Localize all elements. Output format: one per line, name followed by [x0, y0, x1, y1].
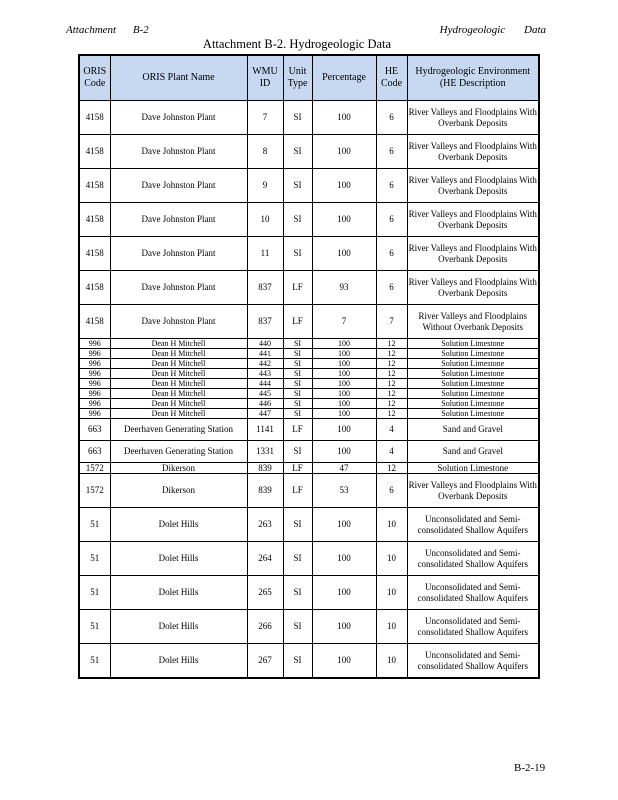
he-description-cell: Unconsolidated and Semi-consolidated Shallow Aquifers [407, 644, 539, 679]
oris-code-cell: 996 [79, 399, 110, 409]
he-code-cell: 6 [376, 271, 407, 305]
unit-type-cell: LF [283, 305, 312, 339]
wmu-id-cell: 10 [247, 203, 283, 237]
col-header-oris-code: ORIS Code [79, 55, 110, 101]
plant-name-cell: Dolet Hills [110, 644, 247, 679]
unit-type-cell: SI [283, 101, 312, 135]
unit-type-cell: LF [283, 271, 312, 305]
he-description-cell: River Valleys and Floodplains With Overbank Deposits [407, 169, 539, 203]
unit-type-cell: SI [283, 409, 312, 419]
oris-code-cell: 663 [79, 419, 110, 441]
he-code-cell: 12 [376, 399, 407, 409]
table-row [79, 369, 539, 379]
wmu-id-cell: 7 [247, 101, 283, 135]
he-code-cell: 10 [376, 542, 407, 576]
percentage-cell: 100 [312, 135, 376, 169]
unit-type-cell: SI [283, 203, 312, 237]
percentage-cell: 100 [312, 576, 376, 610]
oris-code-cell: 4158 [79, 237, 110, 271]
wmu-id-cell: 447 [247, 409, 283, 419]
plant-name-cell: Dean H Mitchell [110, 379, 247, 389]
he-code-cell: 10 [376, 644, 407, 679]
percentage-cell: 7 [312, 305, 376, 339]
he-description-cell: River Valleys and Floodplains With Overbank Deposits [407, 271, 539, 305]
he-code-cell: 10 [376, 508, 407, 542]
he-description-cell: Solution Limestone [407, 369, 539, 379]
plant-name-cell: Deerhaven Generating Station [110, 419, 247, 441]
percentage-cell: 100 [312, 359, 376, 369]
table-row [79, 305, 539, 339]
oris-code-cell: 4158 [79, 271, 110, 305]
unit-type-cell: LF [283, 419, 312, 441]
table-row [79, 389, 539, 399]
he-code-cell: 12 [376, 339, 407, 349]
col-header-he-description: Hydrogeologic Environment (HE Description [407, 55, 539, 101]
table-row [79, 508, 539, 542]
he-description-cell: Unconsolidated and Semi-consolidated Shallow Aquifers [407, 542, 539, 576]
table-row [79, 463, 539, 474]
plant-name-cell: Dave Johnston Plant [110, 101, 247, 135]
percentage-cell: 47 [312, 463, 376, 474]
wmu-id-cell: 839 [247, 474, 283, 508]
plant-name-cell: Dave Johnston Plant [110, 305, 247, 339]
he-description-cell: Unconsolidated and Semi-consolidated Shallow Aquifers [407, 610, 539, 644]
unit-type-cell: SI [283, 576, 312, 610]
oris-code-cell: 996 [79, 409, 110, 419]
he-code-cell: 12 [376, 359, 407, 369]
table-row [79, 271, 539, 305]
oris-code-cell: 1572 [79, 463, 110, 474]
table-body [79, 101, 539, 679]
table-row [79, 576, 539, 610]
he-code-cell: 6 [376, 135, 407, 169]
oris-code-cell: 51 [79, 644, 110, 679]
running-header-left [66, 24, 163, 36]
oris-code-cell: 996 [79, 379, 110, 389]
table-row [79, 409, 539, 419]
he-code-cell: 4 [376, 441, 407, 463]
he-description-cell: River Valleys and Floodplains With Overbank Deposits [407, 135, 539, 169]
plant-name-cell: Dean H Mitchell [110, 389, 247, 399]
wmu-id-cell: 444 [247, 379, 283, 389]
oris-code-cell: 996 [79, 339, 110, 349]
wmu-id-cell: 11 [247, 237, 283, 271]
unit-type-cell: LF [283, 463, 312, 474]
he-description-cell: Solution Limestone [407, 349, 539, 359]
unit-type-cell: SI [283, 542, 312, 576]
he-code-cell: 6 [376, 169, 407, 203]
wmu-id-cell: 445 [247, 389, 283, 399]
unit-type-cell: SI [283, 169, 312, 203]
hydrogeologic-data-table [78, 54, 540, 679]
percentage-cell: 53 [312, 474, 376, 508]
wmu-id-cell: 443 [247, 369, 283, 379]
plant-name-cell: Dean H Mitchell [110, 359, 247, 369]
page-number: B-2-19 [514, 762, 546, 774]
wmu-id-cell: 267 [247, 644, 283, 679]
plant-name-cell: Dave Johnston Plant [110, 135, 247, 169]
he-description-cell: Unconsolidated and Semi-consolidated Shallow Aquifers [407, 576, 539, 610]
he-code-cell: 6 [376, 474, 407, 508]
table-row [79, 339, 539, 349]
wmu-id-cell: 446 [247, 399, 283, 409]
oris-code-cell: 996 [79, 369, 110, 379]
plant-name-cell: Deerhaven Generating Station [110, 441, 247, 463]
table-row [79, 474, 539, 508]
percentage-cell: 100 [312, 399, 376, 409]
table-row [79, 203, 539, 237]
unit-type-cell: SI [283, 644, 312, 679]
wmu-id-cell: 264 [247, 542, 283, 576]
he-description-cell: Solution Limestone [407, 463, 539, 474]
plant-name-cell: Dolet Hills [110, 542, 247, 576]
he-description-cell: River Valleys and Floodplains With Overbank Deposits [407, 101, 539, 135]
wmu-id-cell: 1141 [247, 419, 283, 441]
he-code-cell: 6 [376, 237, 407, 271]
he-code-cell: 10 [376, 610, 407, 644]
he-description-cell: Unconsolidated and Semi-consolidated Shallow Aquifers [407, 508, 539, 542]
table-row [79, 379, 539, 389]
running-header-right [440, 24, 546, 36]
he-code-cell: 12 [376, 389, 407, 399]
plant-name-cell: Dean H Mitchell [110, 399, 247, 409]
wmu-id-cell: 265 [247, 576, 283, 610]
he-code-cell: 12 [376, 463, 407, 474]
he-description-cell: Solution Limestone [407, 409, 539, 419]
he-description-cell: River Valleys and Floodplains With Overbank Deposits [407, 474, 539, 508]
he-description-cell: Solution Limestone [407, 379, 539, 389]
he-description-cell: River Valleys and Floodplains With Overbank Deposits [407, 203, 539, 237]
percentage-cell: 100 [312, 409, 376, 419]
unit-type-cell: SI [283, 135, 312, 169]
unit-type-cell: SI [283, 610, 312, 644]
col-header-he-code: HE Code [376, 55, 407, 101]
unit-type-cell: SI [283, 359, 312, 369]
plant-name-cell: Dolet Hills [110, 610, 247, 644]
plant-name-cell: Dave Johnston Plant [110, 237, 247, 271]
plant-name-cell: Dave Johnston Plant [110, 169, 247, 203]
header-section-value: Data [524, 24, 546, 36]
he-code-cell: 12 [376, 379, 407, 389]
table-row [79, 419, 539, 441]
unit-type-cell: SI [283, 441, 312, 463]
header-attachment-id: B-2 [132, 24, 149, 36]
wmu-id-cell: 837 [247, 271, 283, 305]
plant-name-cell: Dolet Hills [110, 576, 247, 610]
header-section-label: Hydrogeologic [439, 24, 506, 36]
unit-type-cell: SI [283, 389, 312, 399]
percentage-cell: 100 [312, 419, 376, 441]
he-code-cell: 10 [376, 576, 407, 610]
he-description-cell: River Valleys and Floodplains With Overbank Deposits [407, 237, 539, 271]
oris-code-cell: 51 [79, 542, 110, 576]
plant-name-cell: Dean H Mitchell [110, 349, 247, 359]
he-code-cell: 6 [376, 203, 407, 237]
he-code-cell: 12 [376, 369, 407, 379]
percentage-cell: 100 [312, 101, 376, 135]
wmu-id-cell: 1331 [247, 441, 283, 463]
percentage-cell: 100 [312, 542, 376, 576]
plant-name-cell: Dean H Mitchell [110, 339, 247, 349]
percentage-cell: 100 [312, 237, 376, 271]
oris-code-cell: 4158 [79, 101, 110, 135]
oris-code-cell: 4158 [79, 203, 110, 237]
percentage-cell: 100 [312, 441, 376, 463]
wmu-id-cell: 440 [247, 339, 283, 349]
plant-name-cell: Dave Johnston Plant [110, 271, 247, 305]
plant-name-cell: Dikerson [110, 474, 247, 508]
he-description-cell: Sand and Gravel [407, 419, 539, 441]
oris-code-cell: 4158 [79, 169, 110, 203]
table-row [79, 399, 539, 409]
table-row [79, 441, 539, 463]
oris-code-cell: 51 [79, 508, 110, 542]
wmu-id-cell: 8 [247, 135, 283, 169]
oris-code-cell: 663 [79, 441, 110, 463]
unit-type-cell: SI [283, 237, 312, 271]
plant-name-cell: Dean H Mitchell [110, 409, 247, 419]
table-row [79, 359, 539, 369]
percentage-cell: 100 [312, 379, 376, 389]
he-code-cell: 7 [376, 305, 407, 339]
he-code-cell: 6 [376, 101, 407, 135]
wmu-id-cell: 442 [247, 359, 283, 369]
unit-type-cell: SI [283, 399, 312, 409]
table-row [79, 101, 539, 135]
percentage-cell: 100 [312, 610, 376, 644]
oris-code-cell: 4158 [79, 135, 110, 169]
plant-name-cell: Dean H Mitchell [110, 369, 247, 379]
unit-type-cell: LF [283, 474, 312, 508]
table-title: Attachment B-2. Hydrogeologic Data [202, 37, 392, 51]
oris-code-cell: 996 [79, 349, 110, 359]
col-header-plant-name: ORIS Plant Name [110, 55, 247, 101]
table-row [79, 542, 539, 576]
plant-name-cell: Dikerson [110, 463, 247, 474]
he-description-cell: Solution Limestone [407, 399, 539, 409]
wmu-id-cell: 839 [247, 463, 283, 474]
table-row [79, 237, 539, 271]
he-description-cell: Solution Limestone [407, 339, 539, 349]
he-description-cell: Solution Limestone [407, 389, 539, 399]
table-row [79, 135, 539, 169]
oris-code-cell: 996 [79, 359, 110, 369]
he-code-cell: 12 [376, 349, 407, 359]
wmu-id-cell: 263 [247, 508, 283, 542]
oris-code-cell: 51 [79, 576, 110, 610]
percentage-cell: 100 [312, 508, 376, 542]
plant-name-cell: Dolet Hills [110, 508, 247, 542]
plant-name-cell: Dave Johnston Plant [110, 203, 247, 237]
table-row [79, 169, 539, 203]
percentage-cell: 100 [312, 169, 376, 203]
oris-code-cell: 51 [79, 610, 110, 644]
table-header-row [79, 55, 539, 101]
percentage-cell: 100 [312, 203, 376, 237]
wmu-id-cell: 837 [247, 305, 283, 339]
wmu-id-cell: 266 [247, 610, 283, 644]
table-row [79, 644, 539, 679]
wmu-id-cell: 441 [247, 349, 283, 359]
col-header-percentage: Percentage [312, 55, 376, 101]
unit-type-cell: SI [283, 349, 312, 359]
he-code-cell: 12 [376, 409, 407, 419]
header-attachment-label: Attachment [66, 24, 117, 36]
col-header-unit-type: Unit Type [283, 55, 312, 101]
percentage-cell: 93 [312, 271, 376, 305]
oris-code-cell: 4158 [79, 305, 110, 339]
unit-type-cell: SI [283, 379, 312, 389]
oris-code-cell: 996 [79, 389, 110, 399]
percentage-cell: 100 [312, 339, 376, 349]
table-row [79, 349, 539, 359]
percentage-cell: 100 [312, 349, 376, 359]
he-description-cell: Sand and Gravel [407, 441, 539, 463]
percentage-cell: 100 [312, 389, 376, 399]
col-header-wmu-id: WMU ID [247, 55, 283, 101]
percentage-cell: 100 [312, 644, 376, 679]
unit-type-cell: SI [283, 369, 312, 379]
wmu-id-cell: 9 [247, 169, 283, 203]
he-description-cell: Solution Limestone [407, 359, 539, 369]
he-code-cell: 4 [376, 419, 407, 441]
percentage-cell: 100 [312, 369, 376, 379]
unit-type-cell: SI [283, 508, 312, 542]
unit-type-cell: SI [283, 339, 312, 349]
he-description-cell: River Valleys and Floodplains Without Overbank Deposits [407, 305, 539, 339]
table-row [79, 610, 539, 644]
oris-code-cell: 1572 [79, 474, 110, 508]
